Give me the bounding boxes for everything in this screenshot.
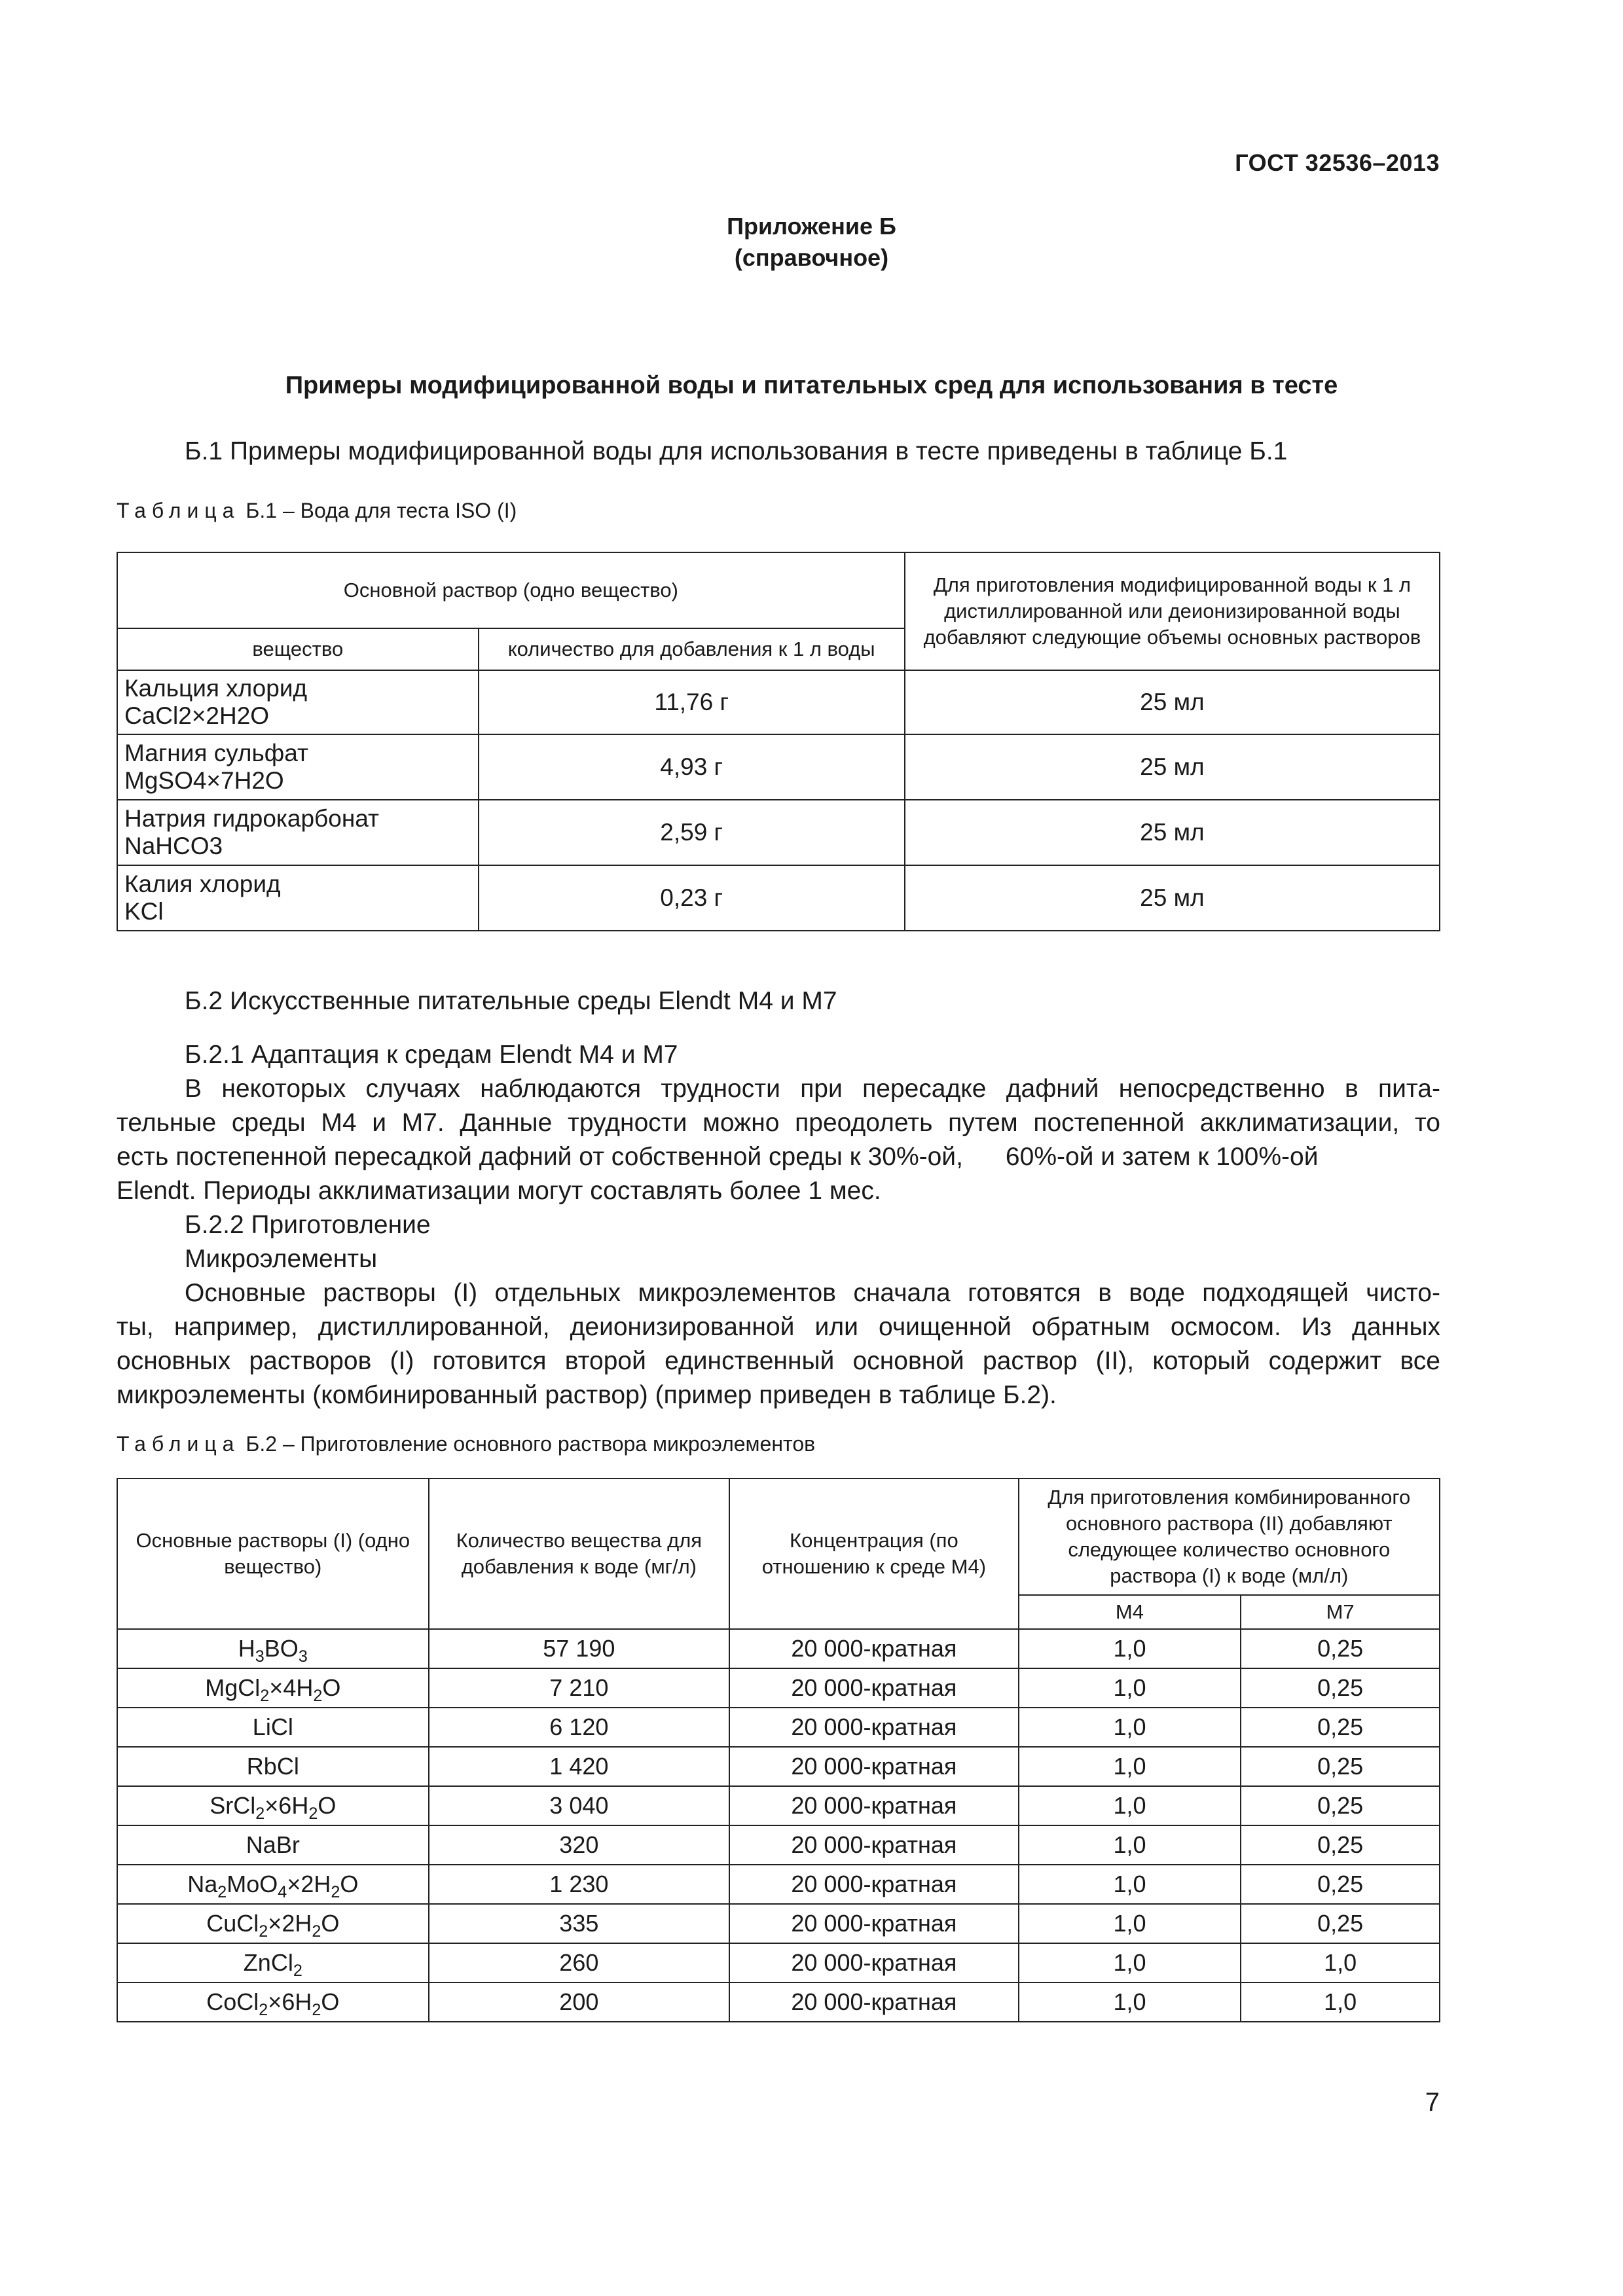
t2-m4-cell: 1,0 — [1019, 1904, 1241, 1943]
para-line: ты, например, дистиллированной, деионизированной или очищенной обратным осмосом. Из данных — [117, 1313, 1440, 1341]
t2-header-solutions: Основные растворы (I) (одно вещество) — [117, 1479, 429, 1629]
t2-amount-cell: 3 040 — [429, 1786, 729, 1825]
t2-header-amount: Количество вещества для добавления к воде (мг/л) — [429, 1479, 729, 1629]
t2-formula-cell: LiCl — [117, 1708, 429, 1747]
t1-substance-cell — [117, 865, 479, 931]
t2-m7-cell: 1,0 — [1241, 1982, 1440, 2022]
t1-amount-cell: 0,23 г — [479, 865, 905, 931]
t2-concentration-cell: 20 000-кратная — [729, 1865, 1019, 1904]
t2-row — [117, 1904, 1440, 1943]
t2-formula-cell: NaBr — [117, 1825, 429, 1865]
para-line: В некоторых случаях наблюдаются трудности при пересадке дафний непосредственно в пита- — [185, 1075, 1440, 1103]
t2-concentration-cell: 20 000-кратная — [729, 1747, 1019, 1786]
t2-m4-cell: 1,0 — [1019, 1747, 1241, 1786]
t2-m4-cell: 1,0 — [1019, 1982, 1241, 2022]
para-line: Основные растворы (I) отдельных микроэлементов сначала готовятся в воде подходящей чисто- — [185, 1279, 1440, 1307]
table1-caption-label: Таблица — [117, 499, 240, 522]
t1-row — [117, 865, 1440, 931]
t2-concentration-cell: 20 000-кратная — [729, 1943, 1019, 1982]
t1-row — [117, 800, 1440, 865]
t2-amount-cell: 200 — [429, 1982, 729, 2022]
t1-volume-cell: 25 мл — [905, 865, 1440, 931]
para-line: микроэлементы (комбинированный раствор) (пример приведен в таблице Б.2). — [117, 1381, 1057, 1409]
para-line: есть постепенной пересадкой дафний от собственной среды к 30%-ой, 60%-ой и затем к 100%-ой — [117, 1143, 1319, 1171]
substance-name: Калия хлорид — [124, 870, 281, 897]
para-line: тельные среды M4 и M7. Данные трудности можно преодолеть путем постепенной акклиматизации, то — [117, 1109, 1440, 1137]
t1-volume-cell: 25 мл — [905, 800, 1440, 865]
t2-amount-cell: 260 — [429, 1943, 729, 1982]
t2-amount-cell: 335 — [429, 1904, 729, 1943]
t1-row — [117, 734, 1440, 800]
t2-m4-cell: 1,0 — [1019, 1708, 1241, 1747]
t1-amount-cell: 2,59 г — [479, 800, 905, 865]
t2-m7-cell: 0,25 — [1241, 1747, 1440, 1786]
t2-m4-cell: 1,0 — [1019, 1825, 1241, 1865]
t2-row — [117, 1865, 1440, 1904]
t2-row — [117, 1786, 1440, 1825]
t2-concentration-cell: 20 000-кратная — [729, 1668, 1019, 1708]
t2-concentration-cell: 20 000-кратная — [729, 1786, 1019, 1825]
t1-substance-cell — [117, 734, 479, 800]
t1-volume-cell: 25 мл — [905, 734, 1440, 800]
substance-name: Натрия гидрокарбонат — [124, 805, 379, 832]
t2-m7-cell: 0,25 — [1241, 1786, 1440, 1825]
substance-name: Магния сульфат — [124, 740, 308, 766]
t2-formula-cell: $CuCl_2\times 2H_2O$ — [117, 1904, 429, 1943]
t1-header-group: Основной раствор (одно вещество) — [117, 552, 905, 628]
t2-concentration-cell: 20 000-кратная — [729, 1629, 1019, 1668]
section-b1: Б.1 Примеры модифицированной воды для использования в тесте приведены в таблице Б.1 — [185, 437, 1288, 465]
substance-formula: KCl — [124, 898, 164, 925]
t2-amount-cell: 320 — [429, 1825, 729, 1865]
t2-m7-cell: 0,25 — [1241, 1825, 1440, 1865]
section-b2: Б.2 Искусственные питательные среды Elendt M4 и M7 — [185, 987, 837, 1015]
t2-row — [117, 1943, 1440, 1982]
subheading-microelements: Микроэлементы — [185, 1245, 378, 1273]
t2-row — [117, 1668, 1440, 1708]
t2-formula-cell: RbCl — [117, 1747, 429, 1786]
appendix-title: Приложение Б — [727, 213, 896, 240]
substance-name: Кальция хлорид — [124, 675, 308, 702]
section-b22: Б.2.2 Приготовление — [185, 1211, 431, 1239]
t2-m7-cell: 0,25 — [1241, 1668, 1440, 1708]
table-b1 — [117, 552, 1440, 931]
t2-formula-cell: $H_3BO_3$ — [117, 1629, 429, 1668]
para-line: Elendt. Периоды акклиматизации могут составлять более 1 мес. — [117, 1177, 881, 1205]
t2-m7-cell: 1,0 — [1241, 1943, 1440, 1982]
substance-formula: MgSO4×7H2O — [124, 767, 284, 794]
page-number: 7 — [1425, 2088, 1440, 2117]
t1-amount-cell: 11,76 г — [479, 670, 905, 734]
t2-concentration-cell: 20 000-кратная — [729, 1825, 1019, 1865]
t2-m7-cell: 0,25 — [1241, 1708, 1440, 1747]
t2-m4-cell: 1,0 — [1019, 1786, 1241, 1825]
t2-header-m4: M4 — [1019, 1595, 1241, 1629]
t2-header-concentration: Концентрация (по отношению к среде M4) — [729, 1479, 1019, 1629]
table2-caption-label: Таблица — [117, 1432, 240, 1456]
paragraph-microelements — [117, 1276, 1440, 1412]
t2-formula-cell: $SrCl_2\times 6H_2O$ — [117, 1786, 429, 1825]
t2-formula-cell: ZnCl$_2$ — [117, 1943, 429, 1982]
appendix-subtitle: (справочное) — [734, 244, 889, 271]
table1-caption-text: Б.1 – Вода для теста ISO (I) — [240, 499, 517, 522]
t2-m7-cell: 0,25 — [1241, 1865, 1440, 1904]
t2-m4-cell: 1,0 — [1019, 1865, 1241, 1904]
table-b2 — [117, 1478, 1440, 2022]
t2-m4-cell: 1,0 — [1019, 1668, 1241, 1708]
table2-caption-text: Б.2 – Приготовление основного раствора микроэлементов — [240, 1432, 816, 1456]
t2-row — [117, 1629, 1440, 1668]
t1-header-substance: вещество — [117, 628, 479, 670]
t2-concentration-cell: 20 000-кратная — [729, 1708, 1019, 1747]
t2-amount-cell: 7 210 — [429, 1668, 729, 1708]
t2-m4-cell: 1,0 — [1019, 1629, 1241, 1668]
t2-row — [117, 1982, 1440, 2022]
t2-row — [117, 1825, 1440, 1865]
t2-m4-cell: 1,0 — [1019, 1943, 1241, 1982]
t2-amount-cell: 1 420 — [429, 1747, 729, 1786]
t1-row — [117, 670, 1440, 734]
t2-header-m7: M7 — [1241, 1595, 1440, 1629]
section-b21: Б.2.1 Адаптация к средам Elendt M4 и M7 — [185, 1041, 678, 1069]
t1-amount-cell: 4,93 г — [479, 734, 905, 800]
t2-formula-cell: $MgCl_2\times 4H_2O$ — [117, 1668, 429, 1708]
main-title: Примеры модифицированной воды и питательных сред для использования в тесте — [285, 372, 1338, 399]
t2-amount-cell: 6 120 — [429, 1708, 729, 1747]
substance-formula: NaHCO3 — [124, 833, 223, 859]
t2-concentration-cell: 20 000-кратная — [729, 1982, 1019, 2022]
t2-m7-cell: 0,25 — [1241, 1629, 1440, 1668]
table1-caption — [117, 499, 517, 523]
t2-formula-cell: $CoCl_2\times 6H_2O$ — [117, 1982, 429, 2022]
table2-caption — [117, 1432, 815, 1456]
t2-formula-cell: $Na_2MoO_4\times 2H_2O$ — [117, 1865, 429, 1904]
t2-m7-cell: 0,25 — [1241, 1904, 1440, 1943]
t2-row — [117, 1708, 1440, 1747]
t1-header-right: Для приготовления модифицированной воды к 1 л дистиллированной или деионизированной воды добавляют следующие объемы основных растворов — [905, 552, 1440, 670]
t1-header-amount: количество для добавления к 1 л воды — [479, 628, 905, 670]
t2-header-combined: Для приготовления комбинированного основного раствора (II) добавляют следующее количество основного раствора (I) к воде (мл/л) — [1019, 1479, 1440, 1595]
document-code: ГОСТ 32536–2013 — [1235, 149, 1440, 176]
t2-amount-cell: 1 230 — [429, 1865, 729, 1904]
substance-formula: CaCl2×2H2O — [124, 702, 270, 729]
t2-amount-cell: 57 190 — [429, 1629, 729, 1668]
para-line: основных растворов (I) готовится второй единственный основной раствор (II), который содержит все — [117, 1347, 1440, 1375]
t1-volume-cell: 25 мл — [905, 670, 1440, 734]
paragraph-adaptation — [117, 1072, 1440, 1208]
t1-substance-cell — [117, 800, 479, 865]
t2-row — [117, 1747, 1440, 1786]
t1-substance-cell — [117, 670, 479, 734]
t2-concentration-cell: 20 000-кратная — [729, 1904, 1019, 1943]
